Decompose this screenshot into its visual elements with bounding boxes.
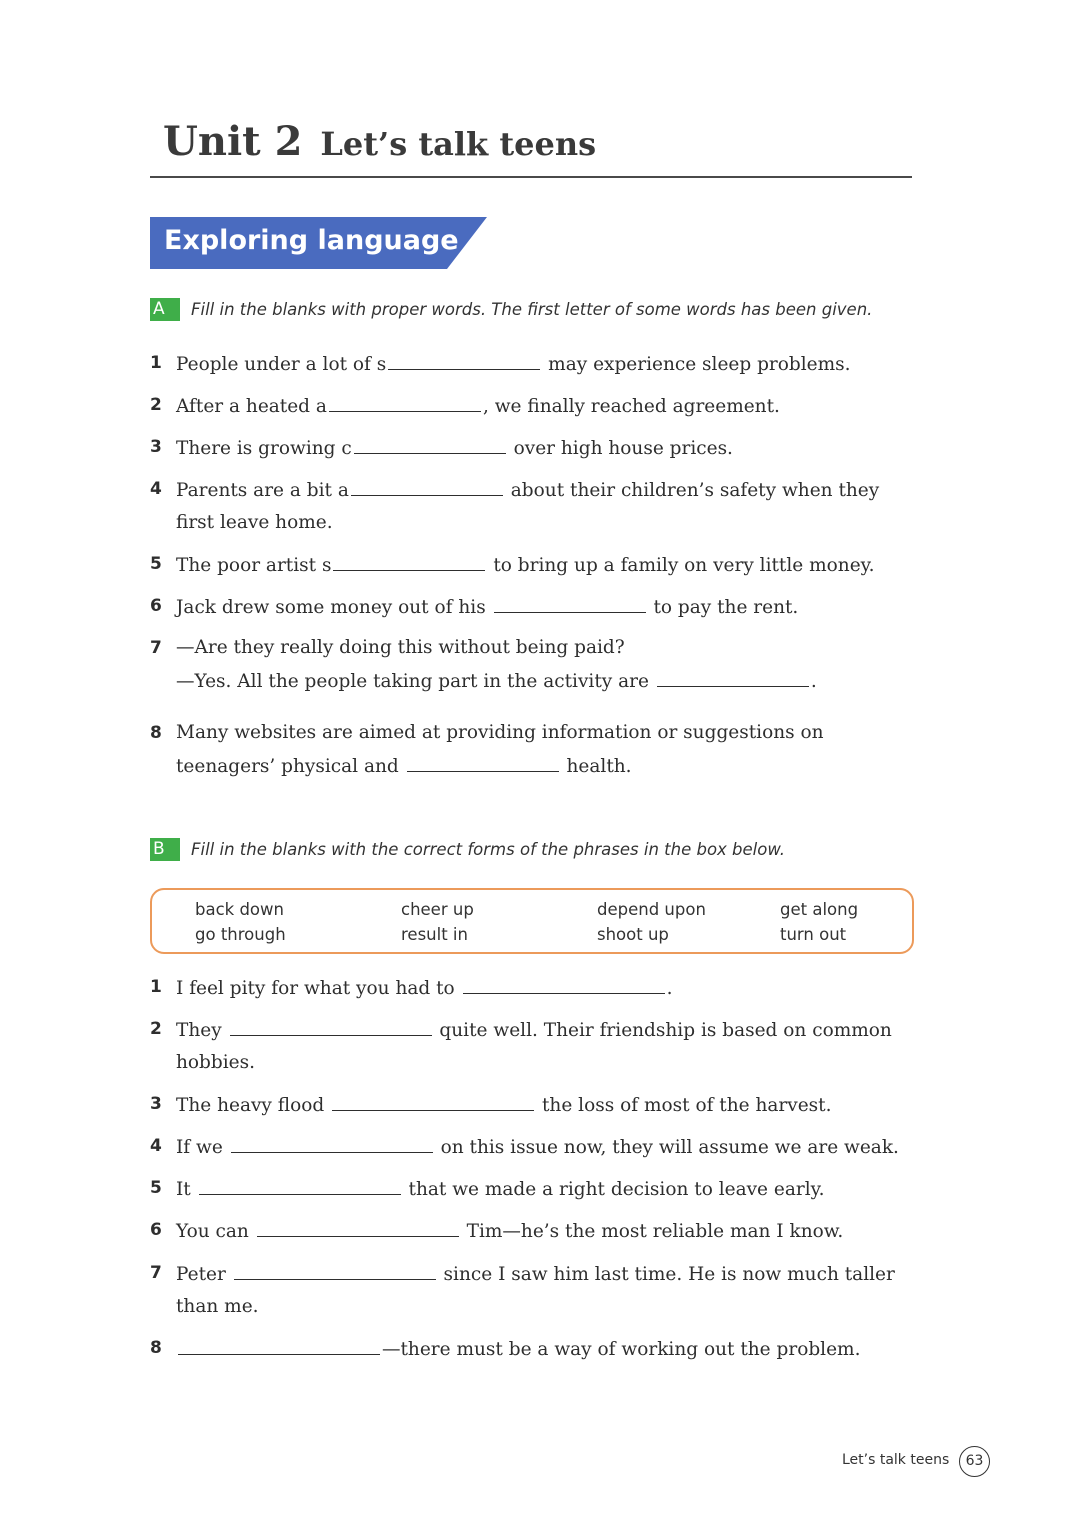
item-text-after: quite well. Their friendship is based on common hobbies.: [176, 1020, 892, 1073]
phrase: cheer up: [401, 900, 474, 919]
exercise-a-instruction: Fill in the blanks with proper words. The first letter of some words has been given.: [191, 300, 873, 319]
item-text-before: You can: [176, 1221, 255, 1242]
item-number: 8: [150, 1338, 162, 1358]
item-text-after: that we made a right decision to leave early.: [402, 1179, 825, 1200]
item-text-before: I feel pity for what you had to: [176, 978, 461, 999]
item-text-after: Tim—he’s the most reliable man I know.: [460, 1221, 844, 1242]
item-text-before: It: [176, 1179, 197, 1200]
item-text-after: —there must be a way of working out the problem.: [382, 1339, 861, 1360]
unit-title: Let’s talk teens: [320, 125, 597, 163]
running-title: Let’s talk teens: [842, 1452, 950, 1468]
item-text-after: , we finally reached agreement.: [482, 396, 780, 417]
answer-blank[interactable]: [388, 347, 540, 370]
item-text-before: Peter: [176, 1264, 232, 1285]
item-text-before: The poor artist s: [176, 555, 332, 576]
phrase: shoot up: [597, 925, 669, 944]
item-number: 5: [150, 554, 162, 574]
exercise-b-instruction: Fill in the blanks with the correct forms of the phrases in the box below.: [191, 840, 786, 859]
item-number: 1: [150, 977, 162, 997]
item-text-after: to pay the rent.: [647, 597, 799, 618]
exercise-a-badge: A: [150, 298, 180, 321]
item-number: 4: [150, 479, 162, 499]
item-text-after: over high house prices.: [507, 438, 733, 459]
section-title: Exploring language: [164, 225, 459, 256]
item-text-before: The heavy flood: [176, 1095, 331, 1116]
answer-blank[interactable]: [407, 749, 559, 772]
answer-blank[interactable]: [354, 431, 506, 454]
answer-blank[interactable]: [234, 1257, 436, 1280]
answer-blank[interactable]: [494, 590, 646, 613]
item-number: 7: [150, 1263, 162, 1283]
item-text-before: —Yes. All the people taking part in the activity are: [176, 671, 655, 692]
item-text-before: People under a lot of s: [176, 354, 387, 375]
item-text-before: Parents are a bit a: [176, 480, 349, 501]
item-text-after: since I saw him last time. He is now much taller than me.: [176, 1264, 895, 1317]
phrase: go through: [195, 925, 286, 944]
item-text-after: .: [666, 978, 673, 999]
answer-blank[interactable]: [230, 1013, 432, 1036]
answer-blank[interactable]: [231, 1130, 433, 1153]
exercise-b-badge: B: [150, 838, 180, 861]
page-number: 63: [959, 1446, 990, 1477]
answer-blank[interactable]: [351, 473, 503, 496]
item-text-after: the loss of most of the harvest.: [536, 1095, 832, 1116]
dialogue-line-1: —Are they really doing this without being paid?: [176, 637, 625, 658]
item-text-after: to bring up a family on very little money.: [487, 555, 875, 576]
answer-blank[interactable]: [332, 1088, 534, 1111]
unit-heading: [163, 118, 596, 165]
item-number: 6: [150, 596, 162, 616]
item-number: 2: [150, 1019, 162, 1039]
item-text-before: If we: [176, 1137, 229, 1158]
item-text-after: health.: [560, 756, 632, 777]
answer-blank[interactable]: [178, 1332, 380, 1355]
item-number: 8: [150, 723, 162, 743]
item-text-before: Many websites are aimed at providing information or suggestions on teenagers’ physical and: [176, 722, 824, 777]
answer-blank[interactable]: [657, 664, 809, 687]
item-number: 1: [150, 353, 162, 373]
item-number: 3: [150, 437, 162, 457]
item-text-before: They: [176, 1020, 228, 1041]
item-number: 4: [150, 1136, 162, 1156]
item-text-before: Jack drew some money out of his: [176, 597, 492, 618]
phrase: back down: [195, 900, 284, 919]
exercise-b-header: [150, 838, 786, 862]
section-banner: [150, 217, 487, 269]
phrase: turn out: [780, 925, 847, 944]
item-text-before: After a heated a: [176, 396, 327, 417]
unit-number: Unit 2: [163, 118, 303, 165]
answer-blank[interactable]: [257, 1214, 459, 1237]
phrase: get along: [780, 900, 859, 919]
answer-blank[interactable]: [463, 971, 665, 994]
item-text-before: There is growing c: [176, 438, 352, 459]
header-divider: [150, 176, 912, 178]
item-text-after: on this issue now, they will assume we are weak.: [434, 1137, 899, 1158]
exercise-a-header: [150, 298, 873, 322]
item-text-after: about their children’s safety when they first leave home.: [176, 480, 880, 533]
item-text-after: .: [810, 671, 817, 692]
item-number: 2: [150, 395, 162, 415]
answer-blank[interactable]: [329, 389, 481, 412]
item-number: 7: [150, 638, 162, 658]
answer-blank[interactable]: [199, 1172, 401, 1195]
item-number: 3: [150, 1094, 162, 1114]
item-number: 5: [150, 1178, 162, 1198]
phrase: depend upon: [597, 900, 706, 919]
phrase-box: [150, 888, 914, 954]
phrase: result in: [401, 925, 468, 944]
answer-blank[interactable]: [333, 548, 485, 571]
item-number: 6: [150, 1220, 162, 1240]
item-text-after: may experience sleep problems.: [542, 354, 851, 375]
